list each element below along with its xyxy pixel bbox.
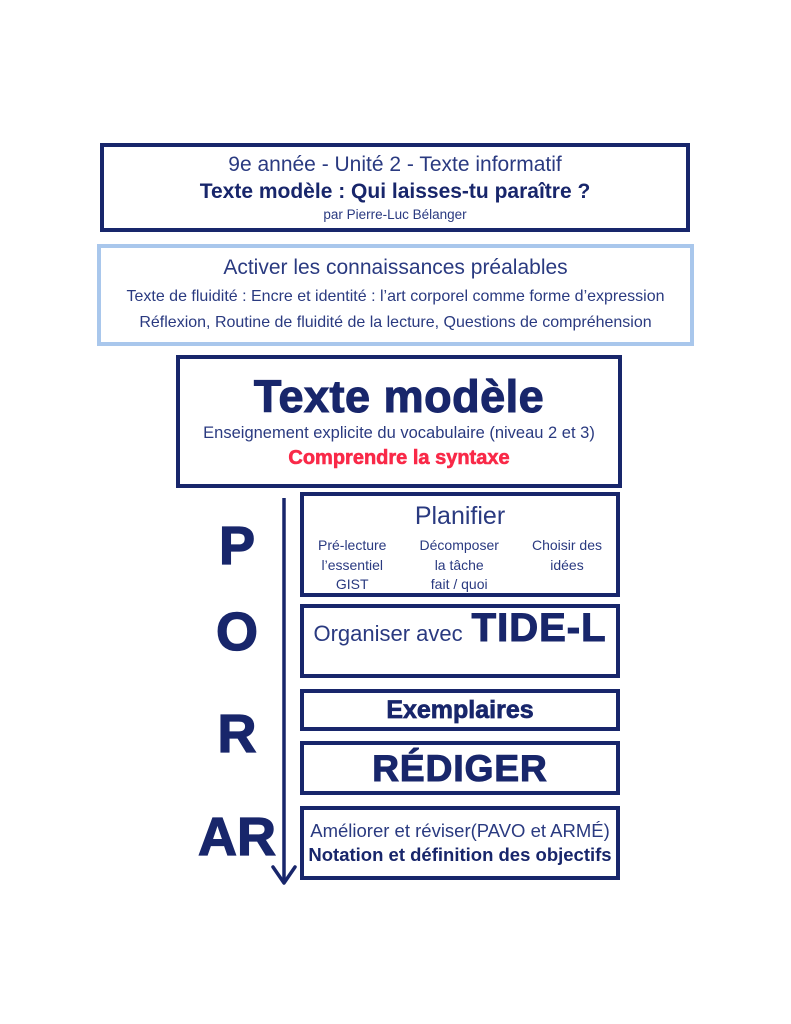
unit-title-line: Texte modèle : Qui laisses-tu paraître ? [199,180,591,203]
planifier-column-decomposer [420,536,499,595]
model-text-syntax-line: Comprendre la syntaxe [288,447,510,470]
step-planifier-box [300,492,620,597]
planifier-columns [304,536,616,595]
organiser-acronym: TIDE-L [471,606,607,650]
planifier-line: l’essentiel [321,556,383,573]
planifier-title: Planifier [414,502,506,530]
porar-letter-o: O [215,602,258,662]
porar-letter-r: R [217,704,257,764]
porar-letter-ar: AR [198,807,276,867]
unit-author-line: par Pierre-Luc Bélanger [323,207,467,222]
planifier-column-prelecture [318,536,386,595]
step-organiser-box [300,604,620,678]
porar-down-arrow-icon [269,497,299,898]
planifier-line: Décomposer [419,537,499,553]
planifier-line: Choisir des [531,537,602,553]
activation-box [97,244,694,346]
step-rediger-box [300,741,620,795]
planifier-line: fait / quoi [430,576,488,593]
organiser-prefix: Organiser avec [313,621,463,646]
planifier-line: GIST [335,576,369,593]
model-text-subtitle: Enseignement explicite du vocabulaire (niveau 2 et 3) [203,424,595,443]
exemplaires-title: Exemplaires [386,695,534,724]
step-exemplaires-box [300,689,620,731]
ameliorer-revise-line: Améliorer et réviser(PAVO et ARMÉ) [310,820,610,841]
planifier-line: Pré-lecture [318,537,387,553]
header-box [100,143,690,232]
model-text-box [176,355,622,488]
step-ameliorer-box [300,806,620,880]
model-text-title: Texte modèle [253,370,545,422]
unit-grade-line: 9e année - Unité 2 - Texte informatif [228,153,562,176]
rediger-title: RÉDIGER [372,747,548,789]
activation-routine-line: Réflexion, Routine de fluidité de la lecture, Questions de compréhension [139,313,652,331]
planifier-line: la tâche [434,556,484,573]
planifier-column-choisir [532,536,602,595]
planifier-line: idées [550,556,584,573]
activation-title: Activer les connaissances préalables [223,256,568,280]
activation-fluency-line: Texte de fluidité : Encre et identité : l’art corporel comme forme d’expression [126,288,665,306]
porar-letter-p: P [218,516,256,576]
ameliorer-notation-line: Notation et définition des objectifs [308,844,612,865]
